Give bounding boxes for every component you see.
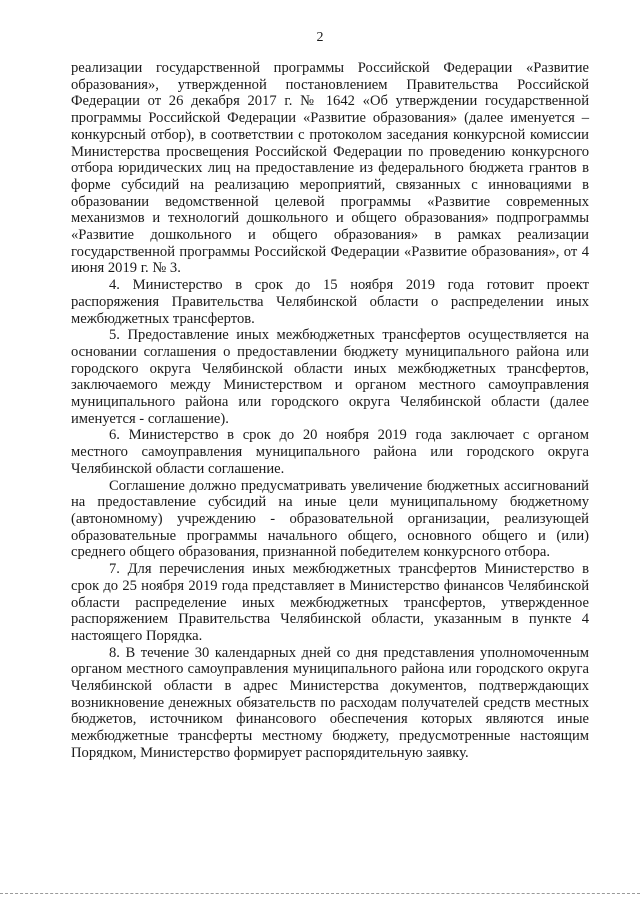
page-number: 2 [316, 30, 324, 45]
scan-edge-line [0, 893, 640, 894]
paragraph-item-6: 6. Министерство в срок до 20 ноября 2019 года заключает с органом местного самоуправления муниципального района или городского округа Челябинской области соглашение. [71, 427, 589, 477]
paragraph-item-8: 8. В течение 30 календарных дней со дня представления уполномоченным органом местного самоуправления муниципального района или городского округа Челябинской области в адрес Министерства документов, подтверждающих возникновение денежных обязательств по расходам получателей средств местных бюджетов, источником финансового обеспечения которых являются иные межбюджетные трансферты местному бюджету, предусмотренные настоящим Порядком, Министерство формирует распорядительную заявку. [71, 644, 589, 761]
paragraph-agreement-terms: Соглашение должно предусматривать увеличение бюджетных ассигнований на предоставление субсидий на иные цели муниципальному бюджетному (автономному) учреждению - образовательной организации, реализующей образовательные программы начального общего, основного общего и (или) среднего общего образования, признанной победителем конкурсного отбора. [71, 477, 589, 561]
paragraph-item-7: 7. Для перечисления иных межбюджетных трансфертов Министерство в срок до 25 ноября 2019 года представляет в Министерство финансов Челябинской области распределение иных межбюджетных трансфертов, утвержденное распоряжением Правительства Челябинской области, указанным в пункте 4 настоящего Порядка. [71, 561, 589, 644]
document-body [71, 60, 589, 762]
paragraph-continuation: реализации государственной программы Российской Федерации «Развитие образования», утвержденной постановлением Правительства Российской Федерации от 26 декабря 2017 г. № 1642 «Об утверждении государственной программы Российской Федерации «Развитие образования» (далее именуется – конкурсный отбор), в соответствии с протоколом заседания конкурсной комиссии Министерства просвещения Российской Федерации по проведению конкурсного отбора юридических лиц на предоставление из федерального бюджета грантов в форме субсидий на реализацию мероприятий, связанных с инновациями в образовании ведомственной целевой программы «Развитие современных механизмов и технологий дошкольного и общего образования» подпрограммы «Развитие дошкольного и общего образования» в рамках реализации государственной программы Российской Федерации «Развитие образования», от 4 июня 2019 г. № 3. [71, 60, 589, 277]
paragraph-item-4: 4. Министерство в срок до 15 ноября 2019 года готовит проект распоряжения Правительства Челябинской области о распределении иных межбюджетных трансфертов. [71, 277, 589, 327]
paragraph-item-5: 5. Предоставление иных межбюджетных трансфертов осуществляется на основании соглашения о предоставлении бюджету муниципального района или городского округа Челябинской области иных межбюджетных трансфертов, заключаемого между Министерством и органом местного самоуправления муниципального района или городского округа Челябинской области (далее именуется - соглашение). [71, 327, 589, 427]
